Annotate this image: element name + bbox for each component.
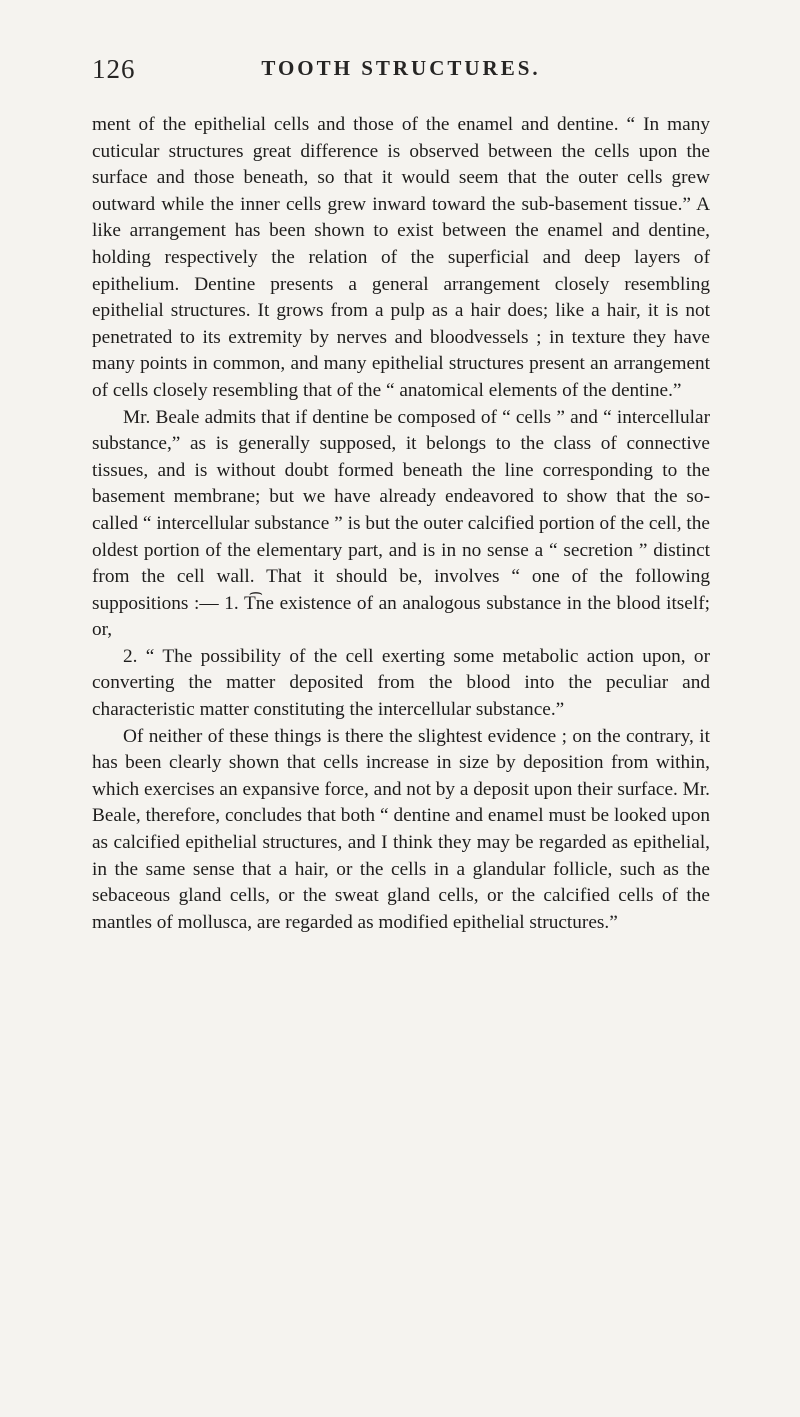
running-header	[92, 54, 710, 88]
running-title: TOOTH STRUCTURES.	[261, 56, 541, 80]
paragraph-supposition-two: 2. “ The possibility of the cell exerting some metabolic action upon, or converting the matter deposited from the blood into the peculiar and characteristic matter constituting the intercellular substance.”	[92, 645, 710, 721]
paragraph-continuation: ment of the epithelial cells and those of the enamel and dentine. “ In many cuticular structures great difference is observed between the cells upon the surface and those beneath, so that it would seem that the outer cells grew outward while the inner cells grew inward toward the sub-basement tissue.” A like arrangement has been shown to exist between the enamel and dentine, holding respectively the relation of the superficial and deep layers of epithelium. Dentine presents a general arrangement closely resembling epithelial structures. It grows from a pulp as a hair does; like a hair, it is not penetrated to its extremity by nerves and bloodvessels ; in texture they have many points in common, and many epithelial structures present an arrangement of cells closely resembling that of the “ anatomical elements of the dentine.”	[92, 114, 710, 401]
paragraph-beale-admits: Mr. Beale admits that if dentine be composed of “ cells ” and “ intercellular substance,” as is generally supposed, it belongs to the class of connective tissues, and is without doubt formed beneath the line corresponding to the basement membrane; but we have already endeavored to show that the so-called “ intercellular substance ” is but the outer calcified portion of the cell, the oldest portion of the elementary part, and is in no sense a “ secretion ” distinct from the cell wall. That it should be, involves “ one of the following suppositions :— 1. T͡ne existence of an analogous substance in the blood itself; or,	[92, 406, 710, 641]
page-number: 126	[92, 54, 136, 84]
body-text	[92, 112, 710, 936]
paragraph-conclusion: Of neither of these things is there the slightest evidence ; on the contrary, it has been clearly shown that cells increase in size by deposition from within, which exercises an expansive force, and not by a deposit upon their surface. Mr. Beale, therefore, concludes that both “ dentine and enamel must be looked upon as calcified epithelial structures, and I think they may be regarded as epithelial, in the same sense that a hair, or the cells in a glandular follicle, such as the sebaceous gland cells, or the sweat gland cells, or the calcified cells of the mantles of mollusca, are regarded as modified epithelial structures.”	[92, 725, 710, 933]
